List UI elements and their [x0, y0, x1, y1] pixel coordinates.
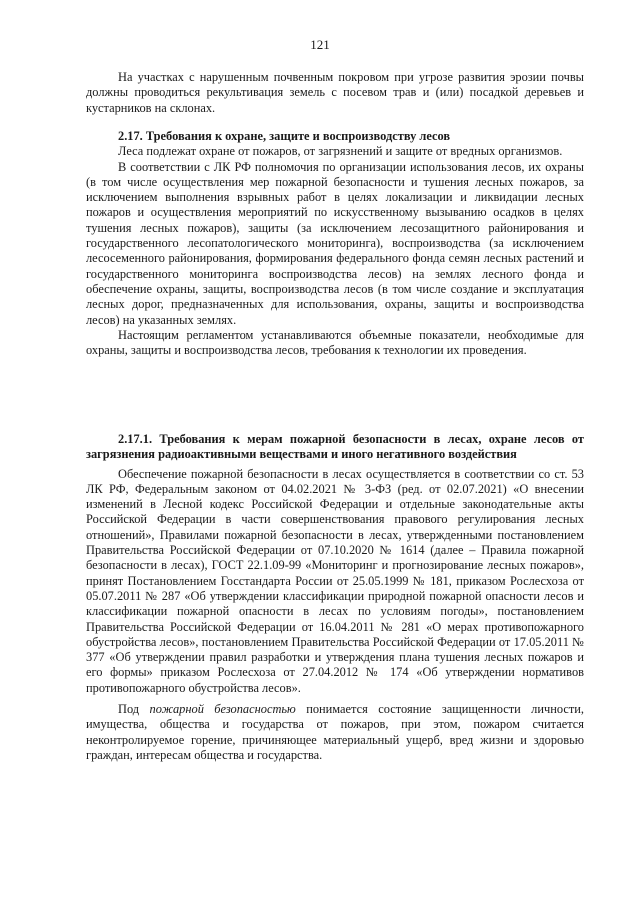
paragraph-reglament: Настоящим регламентом устанавливаются объемные показатели, необходимые для охраны, защиты и воспроизводства лесов, требования к технологии их проведения.	[86, 327, 584, 358]
page-number: 121	[310, 37, 330, 52]
heading-2-17-1: 2.17.1. Требования к мерам пожарной безопасности в лесах, охране лесов от загрязнения радиоактивными веществами и иного негативного воздействия	[86, 432, 584, 462]
definition-lead: Под	[118, 702, 150, 717]
section-2-17-1	[86, 432, 584, 763]
heading-2-17: 2.17. Требования к охране, защите и воспроизводству лесов	[118, 129, 451, 143]
definition-term: пожарной безопасностью	[149, 702, 296, 717]
paragraph-definition	[86, 702, 584, 763]
paragraph-erosion-text: На участках с нарушенным почвенным покровом при угрозе развития эрозии почвы должны проводиться рекультивация земель с посевом трав и (или) посадкой деревьев и кустарников на склонах.	[86, 70, 584, 115]
paragraph-erosion	[86, 70, 584, 116]
paragraph-lk-authority: В соответствии с ЛК РФ полномочия по организации использования лесов, их охраны (в том числе осуществления мер пожарной безопасности и тушения лесных пожаров, за исключением выполнения взрывных работ в целях локализации и ликвидации лесных пожаров и осуществления мероприятий по искусственному вызыванию осадков в целях тушения лесных пожаров), защиты (за исключением лесозащитного районирования и государственного лесопатологического мониторинга), воспроизводства (за исключением лесосеменного районирования, формирования федерального фонда семян лесных растений и государственного мониторинга воспроизводства лесов) на землях лесного фонда и обеспечение охраны, защиты, воспроизводства лесов (в том числе создание и эксплуатация лесных дорог, предназначенных для использования, охраны, защиты и воспроизводства лесов) на указанных землях.	[86, 159, 584, 327]
section-2-17	[86, 129, 584, 358]
paragraph-fire-safety: Обеспечение пожарной безопасности в лесах осуществляется в соответствии со ст. 53 ЛК РФ, Федеральным законом от 04.02.2021 № 3-ФЗ (ред. от 02.07.2021) «О внесении изменений в Лесной кодекс Российской Федерации и отдельные законодательные акты Российской Федерации в части совершенствования правового регулирования лесных отношений», Правилами пожарной безопасности в лесах, утвержденными постановлением Правительства Российской Федерации от 07.10.2020 № 1614 (далее – Правила пожарной безопасности в лесах), ГОСТ 22.1.09-99 «Мониторинг и прогнозирование лесных пожаров», принят Постановлением Госстандарта России от 25.05.1999 № 181, приказом Рослесхоза от 05.07.2011 № 287 «Об утверждении классификации природной пожарной опасности лесов и классификации пожарной опасности в лесах по условиям погоды», постановлением Правительства Российской Федерации от 16.04.2011 № 281 «О мерах противопожарного обустройства лесов», постановлением Правительства Российской Федерации от 17.05.2011 № 377 «Об утверждении правил разработки и утверждения плана тушения лесных пожаров и его формы» приказом Рослесхоза от 27.04.2012 № 174 «Об утверждении нормативов противопожарного обустройства лесов».	[86, 466, 584, 695]
definition-rest: понимается состояние защищенности личности, имущества, общества и государства от пожаров, при этом, пожаром считается неконтролируемое горение, причиняющее материальный ущерб, вред жизни и здоровью граждан, интересам общества и государства.	[86, 702, 584, 762]
paragraph-forest-protection: Леса подлежат охране от пожаров, от загрязнений и защите от вредных организмов.	[118, 144, 563, 159]
